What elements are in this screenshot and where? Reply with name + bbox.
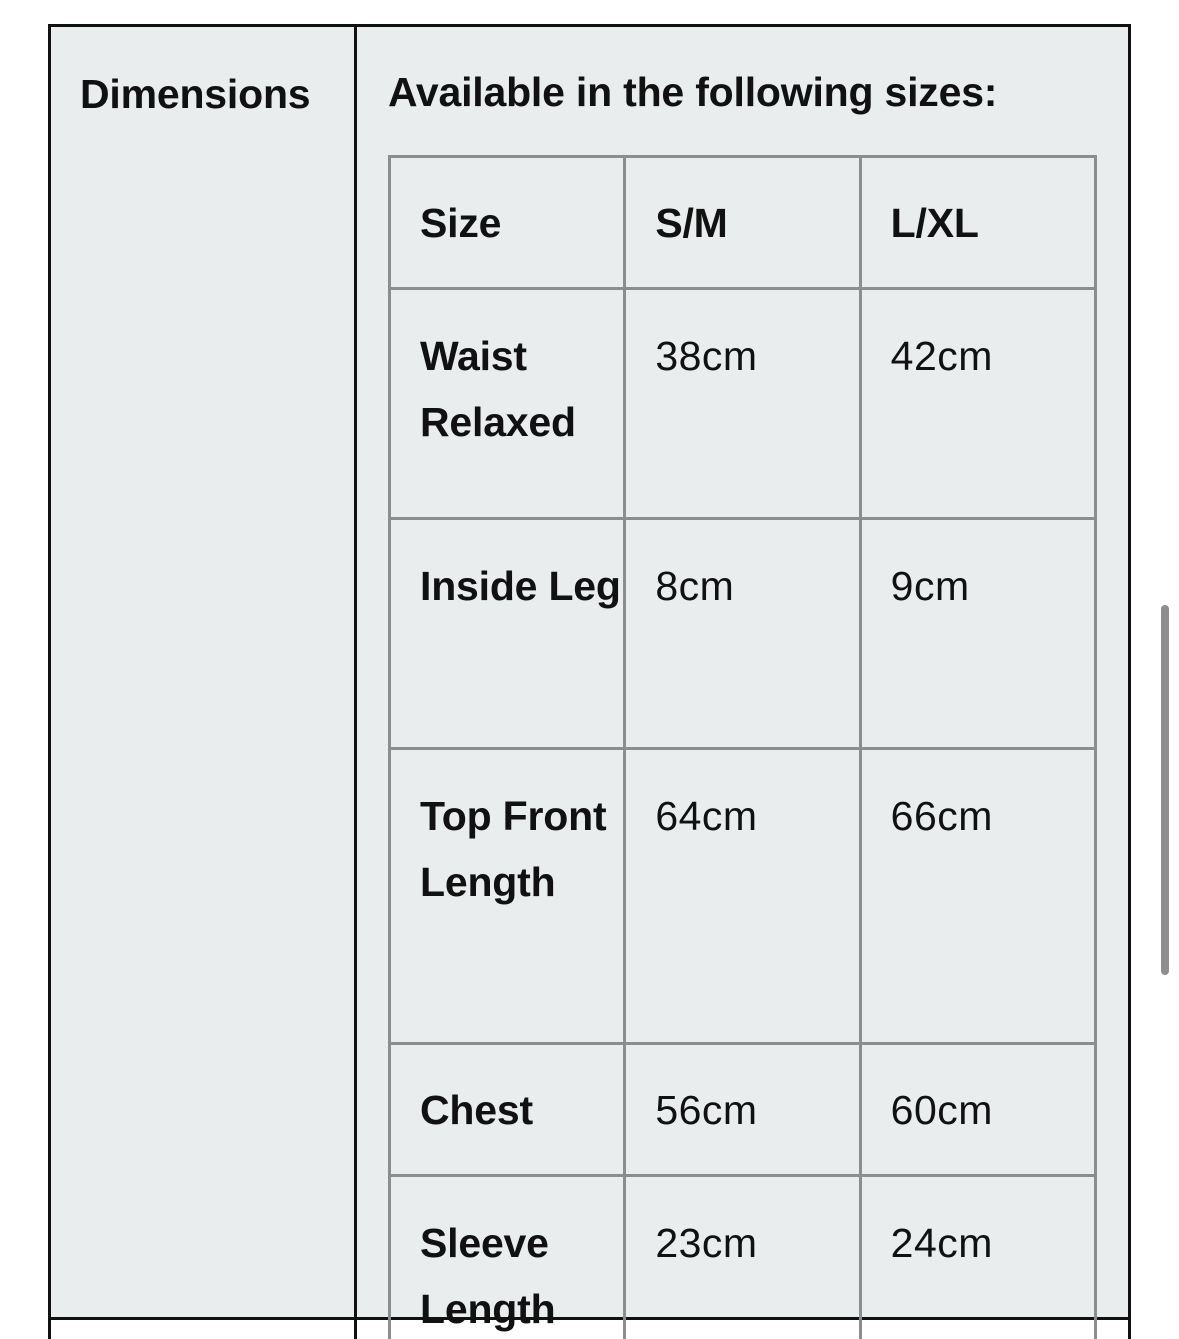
- row-label-inside-leg: Inside Leg: [390, 519, 625, 749]
- size-chart-header-row: [390, 157, 1096, 289]
- value-cell: 56cm: [625, 1044, 860, 1176]
- row-label-top-front-length: Top Front Length: [390, 749, 625, 1044]
- next-row-label-cell: [51, 1320, 357, 1339]
- table-row: [390, 749, 1096, 1044]
- next-row: [51, 1317, 1128, 1339]
- table-row: [390, 1176, 1096, 1339]
- table-row: [390, 289, 1096, 519]
- value-cell: 66cm: [860, 749, 1095, 1044]
- product-details-table: [48, 24, 1131, 1339]
- row-label-chest: Chest: [390, 1044, 625, 1176]
- header-cell-size: Size: [390, 157, 625, 289]
- value-cell: 64cm: [625, 749, 860, 1044]
- table-row: [390, 1044, 1096, 1176]
- row-label-sleeve-length: Sleeve Length: [390, 1176, 625, 1339]
- value-cell: 8cm: [625, 519, 860, 749]
- value-cell: 9cm: [860, 519, 1095, 749]
- value-cell: 60cm: [860, 1044, 1095, 1176]
- value-cell: 38cm: [625, 289, 860, 519]
- value-cell: 23cm: [625, 1176, 860, 1339]
- vertical-scrollbar[interactable]: [1161, 605, 1169, 975]
- dimensions-content: [357, 27, 1128, 1332]
- value-cell: 24cm: [860, 1176, 1095, 1339]
- header-cell-lxl: L/XL: [860, 157, 1095, 289]
- value-cell: 42cm: [860, 289, 1095, 519]
- table-row: [390, 519, 1096, 749]
- sizes-heading: Available in the following sizes:: [388, 69, 998, 115]
- header-cell-sm: S/M: [625, 157, 860, 289]
- dimensions-row: [51, 27, 1128, 1332]
- size-chart-table: [388, 155, 1097, 1339]
- next-row-content-cell: [357, 1320, 1128, 1339]
- dimensions-label: Dimensions: [51, 27, 357, 1317]
- row-label-waist-relaxed: Waist Relaxed: [390, 289, 625, 519]
